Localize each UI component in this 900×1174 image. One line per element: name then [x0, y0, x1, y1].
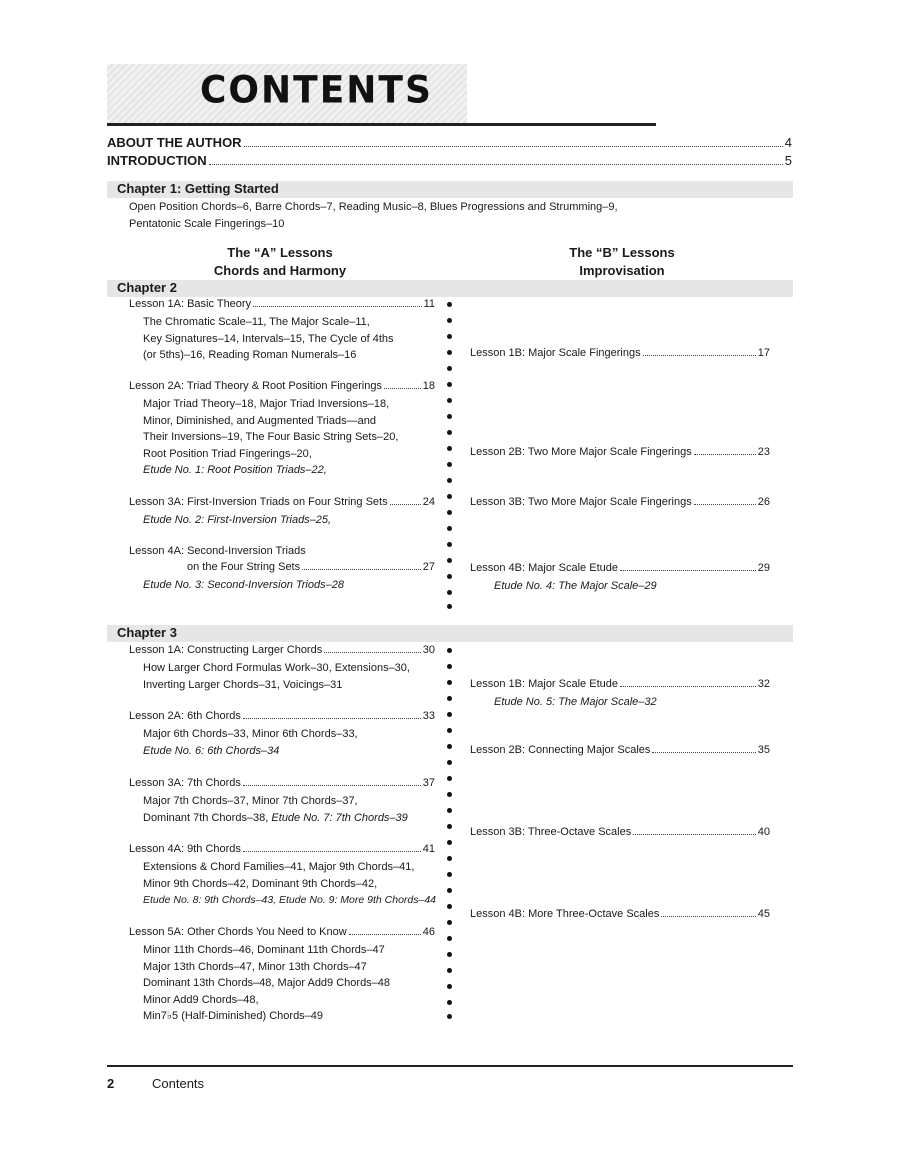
lesson-page: 35: [757, 744, 770, 756]
bullet-dot: [447, 446, 452, 451]
lesson-label: Lesson 4B: Major Scale Etude: [470, 562, 618, 574]
bullet-dot: [447, 382, 452, 387]
chapter-1-description: [129, 199, 618, 232]
footer-page-number: 2: [107, 1076, 115, 1091]
lesson-page: 32: [757, 678, 770, 690]
lesson-detail: Major Triad Theory–18, Major Triad Inversions–18,: [143, 398, 390, 410]
lesson-label: Lesson 2B: Two More Major Scale Fingerings: [470, 446, 692, 458]
lesson-page: 26: [757, 496, 770, 508]
bullet-dot: [447, 462, 452, 467]
dot-leader: [390, 504, 421, 505]
lesson-detail-mixed: [143, 810, 435, 827]
bullet-dot: [447, 1000, 452, 1005]
dot-leader: [243, 718, 421, 719]
dot-leader: [694, 504, 756, 505]
dot-leader: [324, 652, 421, 653]
lesson-detail: Major 7th Chords–37, Minor 7th Chords–37,: [143, 795, 358, 807]
lesson-detail: Minor 9th Chords–42, Dominant 9th Chords–42,: [143, 877, 378, 890]
lesson-page: 37: [422, 777, 435, 789]
bullet-dot: [447, 920, 452, 925]
bullet-dot: [447, 872, 452, 877]
bullet-dot: [447, 1014, 452, 1019]
dot-leader: [302, 569, 421, 570]
toc-label: INTRODUCTION: [107, 153, 207, 168]
etude-detail: Etude No. 5: The Major Scale–32: [494, 696, 657, 708]
chapter-1-title: Chapter 1: Getting Started: [117, 181, 279, 196]
toc-row-about-author[interactable]: [107, 135, 792, 151]
lesson-page: 45: [757, 908, 770, 920]
bullet-dot: [447, 968, 452, 973]
column-header-a: [180, 244, 380, 280]
bullet-dot: [447, 808, 452, 813]
footer-rule: [107, 1065, 793, 1067]
bullet-dot: [447, 792, 452, 797]
ch3-lesson-5a[interactable]: [129, 926, 435, 1025]
dot-leader: [652, 752, 755, 753]
lesson-page: 24: [422, 496, 435, 508]
bullet-dot: [447, 888, 452, 893]
bullet-dot: [447, 302, 452, 307]
dot-leader: [620, 570, 756, 571]
bullet-dot: [447, 414, 452, 419]
lesson-label: Lesson 3B: Three-Octave Scales: [470, 826, 632, 838]
column-header-a-line1: The “A” Lessons: [227, 245, 333, 260]
ch3-lesson-2a[interactable]: [129, 710, 435, 759]
chapter-2-title: Chapter 2: [117, 280, 177, 295]
dot-leader: [620, 686, 756, 687]
bullet-dot: [447, 904, 452, 909]
title-rule: [107, 123, 656, 126]
ch2-lesson-1a[interactable]: [129, 298, 435, 364]
lesson-page: 27: [422, 561, 435, 573]
bullet-dot: [447, 936, 452, 941]
dot-leader: [694, 454, 756, 455]
lesson-detail: Major 6th Chords–33, Minor 6th Chords–33,: [143, 728, 358, 740]
bullet-dot: [447, 526, 452, 531]
etude-detail: Etude No. 3: Second-Inversion Triods–28: [143, 579, 344, 591]
lesson-label: Lesson 4B: More Three-Octave Scales: [470, 908, 660, 920]
bullet-dot: [447, 430, 452, 435]
ch2-lesson-2a[interactable]: [129, 380, 435, 479]
lesson-label: Lesson 1B: Major Scale Etude: [470, 678, 618, 690]
dot-leader: [243, 785, 421, 786]
dot-leader: [349, 934, 421, 935]
lesson-label: Lesson 1B: Major Scale Fingerings: [470, 347, 641, 359]
bullet-dot: [447, 648, 452, 653]
lesson-detail: Minor Add9 Chords–48,: [143, 993, 259, 1006]
bullet-dot: [447, 664, 452, 669]
bullet-dot: [447, 542, 452, 547]
bullet-dot: [447, 984, 452, 989]
lesson-page: 18: [422, 380, 435, 392]
bullet-dot: [447, 494, 452, 499]
bullet-dot: [447, 318, 452, 323]
lesson-detail: Dominant 13th Chords–48, Major Add9 Chords–48: [143, 977, 391, 989]
bullet-dot: [447, 558, 452, 563]
etude-detail: Etude No. 8: 9th Chords–43, Etude No. 9: More 9th Chords–44: [143, 894, 437, 906]
lesson-label: Lesson 3A: 7th Chords: [129, 777, 241, 789]
etude-detail: Etude No. 4: The Major Scale–29: [494, 580, 657, 592]
column-header-b: [522, 244, 722, 280]
lesson-detail: Minor, Diminished, and Augmented Triads—and: [143, 414, 376, 427]
toc-page: 5: [784, 153, 792, 168]
etude-detail: Etude No. 6: 6th Chords–34: [143, 744, 280, 757]
dot-leader: [633, 834, 756, 835]
lesson-page: 17: [757, 347, 770, 359]
lesson-detail: Key Signatures–14, Intervals–15, The Cycle of 4ths: [143, 332, 394, 345]
lesson-label: Lesson 2B: Connecting Major Scales: [470, 744, 651, 756]
chapter-1-line: Pentatonic Scale Fingerings–10: [129, 217, 285, 230]
bullet-dot: [447, 680, 452, 685]
ch2-lesson-4a[interactable]: [129, 545, 435, 594]
lesson-detail: The Chromatic Scale–11, The Major Scale–11,: [143, 316, 370, 328]
chapter-3-divider: [446, 644, 454, 1020]
bullet-dot: [447, 760, 452, 765]
bullet-dot: [447, 604, 452, 609]
lesson-detail: Root Position Triad Fingerings–20,: [143, 447, 312, 460]
lesson-detail: (or 5ths)–16, Reading Roman Numerals–16: [143, 349, 357, 361]
bullet-dot: [447, 728, 452, 733]
column-header-a-line2: Chords and Harmony: [213, 263, 347, 278]
lesson-label: Lesson 3A: First-Inversion Triads on Four String Sets: [129, 496, 388, 508]
footer-title: Contents: [152, 1076, 205, 1091]
lesson-label: Lesson 2A: Triad Theory & Root Position Fingerings: [129, 380, 382, 392]
lesson-label-cont: on the Four String Sets: [187, 561, 301, 573]
ch2-lesson-3a[interactable]: [129, 496, 435, 529]
toc-label: ABOUT THE AUTHOR: [107, 135, 242, 150]
bullet-dot: [447, 696, 452, 701]
bullet-dot: [447, 350, 452, 355]
dot-leader: [243, 851, 421, 852]
ch2-lesson-3b[interactable]: [470, 496, 770, 512]
lesson-label: Lesson 2A: 6th Chords: [129, 710, 241, 722]
bullet-dot: [447, 744, 452, 749]
lesson-page: 11: [423, 298, 435, 310]
lesson-label: Lesson 4A: Second-Inversion Triads: [129, 545, 306, 557]
chapter-2-band: [107, 280, 793, 297]
lesson-page: 33: [422, 710, 435, 722]
lesson-page: 46: [422, 926, 435, 938]
bullet-dot: [447, 856, 452, 861]
lesson-detail: Inverting Larger Chords–31, Voicings–31: [143, 678, 343, 691]
bullet-dot: [447, 334, 452, 339]
ch3-lesson-2b[interactable]: [470, 744, 770, 760]
lesson-detail: Major 13th Chords–47, Minor 13th Chords–47: [143, 960, 367, 973]
ch2-lesson-2b[interactable]: [470, 446, 770, 462]
etude-detail: Etude No. 1: Root Position Triads–22,: [143, 464, 327, 476]
dot-leader: [209, 164, 783, 165]
bullet-dot: [447, 824, 452, 829]
column-header-b-line2: Improvisation: [579, 263, 665, 278]
ch3-lesson-1b[interactable]: [470, 678, 770, 711]
ch3-lesson-3b[interactable]: [470, 826, 770, 842]
lesson-detail: How Larger Chord Formulas Work–30, Extensions–30,: [143, 662, 410, 674]
column-header-b-line1: The “B” Lessons: [569, 245, 675, 260]
lesson-detail: Their Inversions–19, The Four Basic String Sets–20,: [143, 431, 399, 443]
bullet-dot: [447, 510, 452, 515]
dot-leader: [253, 306, 421, 307]
ch3-lesson-1a[interactable]: [129, 644, 435, 693]
lesson-label: Lesson 3B: Two More Major Scale Fingerings: [470, 496, 692, 508]
lesson-page: 29: [757, 562, 770, 574]
ch3-lesson-3a[interactable]: [129, 777, 435, 826]
lesson-label: Lesson 1A: Constructing Larger Chords: [129, 644, 323, 656]
lesson-detail: Dominant 7th Chords–38,: [143, 811, 272, 824]
toc-row-introduction[interactable]: [107, 153, 792, 169]
chapter-3-title: Chapter 3: [117, 625, 177, 640]
toc-page: 4: [784, 135, 792, 150]
lesson-page: 23: [757, 446, 770, 458]
lesson-label: Lesson 1A: Basic Theory: [129, 298, 252, 310]
lesson-label: Lesson 4A: 9th Chords: [129, 843, 241, 855]
bullet-dot: [447, 712, 452, 717]
dot-leader: [643, 355, 756, 356]
lesson-page: 30: [422, 644, 435, 656]
bullet-dot: [447, 952, 452, 957]
bullet-dot: [447, 398, 452, 403]
bullet-dot: [447, 840, 452, 845]
lesson-detail: Extensions & Chord Families–41, Major 9th Chords–41,: [143, 861, 415, 873]
dot-leader: [661, 916, 755, 917]
lesson-page: 40: [757, 826, 770, 838]
bullet-dot: [447, 366, 452, 371]
page-title: CONTENTS: [200, 68, 433, 113]
ch2-lesson-1b[interactable]: [470, 347, 770, 363]
ch3-lesson-4a[interactable]: [129, 843, 441, 909]
bullet-dot: [447, 590, 452, 595]
bullet-dot: [447, 574, 452, 579]
ch3-lesson-4b[interactable]: [470, 908, 770, 924]
lesson-detail: Min7♭5 (Half-Diminished) Chords–49: [143, 1010, 324, 1022]
dot-leader: [384, 388, 421, 389]
etude-detail: Etude No. 2: First-Inversion Triads–25,: [143, 514, 332, 526]
chapter-1-line: Open Position Chords–6, Barre Chords–7, Reading Music–8, Blues Progressions and Strumming–9,: [129, 201, 618, 213]
chapter-3-band: [107, 625, 793, 642]
etude-detail: Etude No. 7: 7th Chords–39: [271, 811, 408, 824]
lesson-page: 41: [422, 843, 435, 855]
lesson-label: Lesson 5A: Other Chords You Need to Know: [129, 926, 347, 938]
chapter-2-divider: [446, 298, 454, 610]
bullet-dot: [447, 478, 452, 483]
dot-leader: [244, 146, 783, 147]
ch2-lesson-4b[interactable]: [470, 562, 770, 595]
lesson-detail: Minor 11th Chords–46, Dominant 11th Chords–47: [143, 944, 385, 956]
bullet-dot: [447, 776, 452, 781]
